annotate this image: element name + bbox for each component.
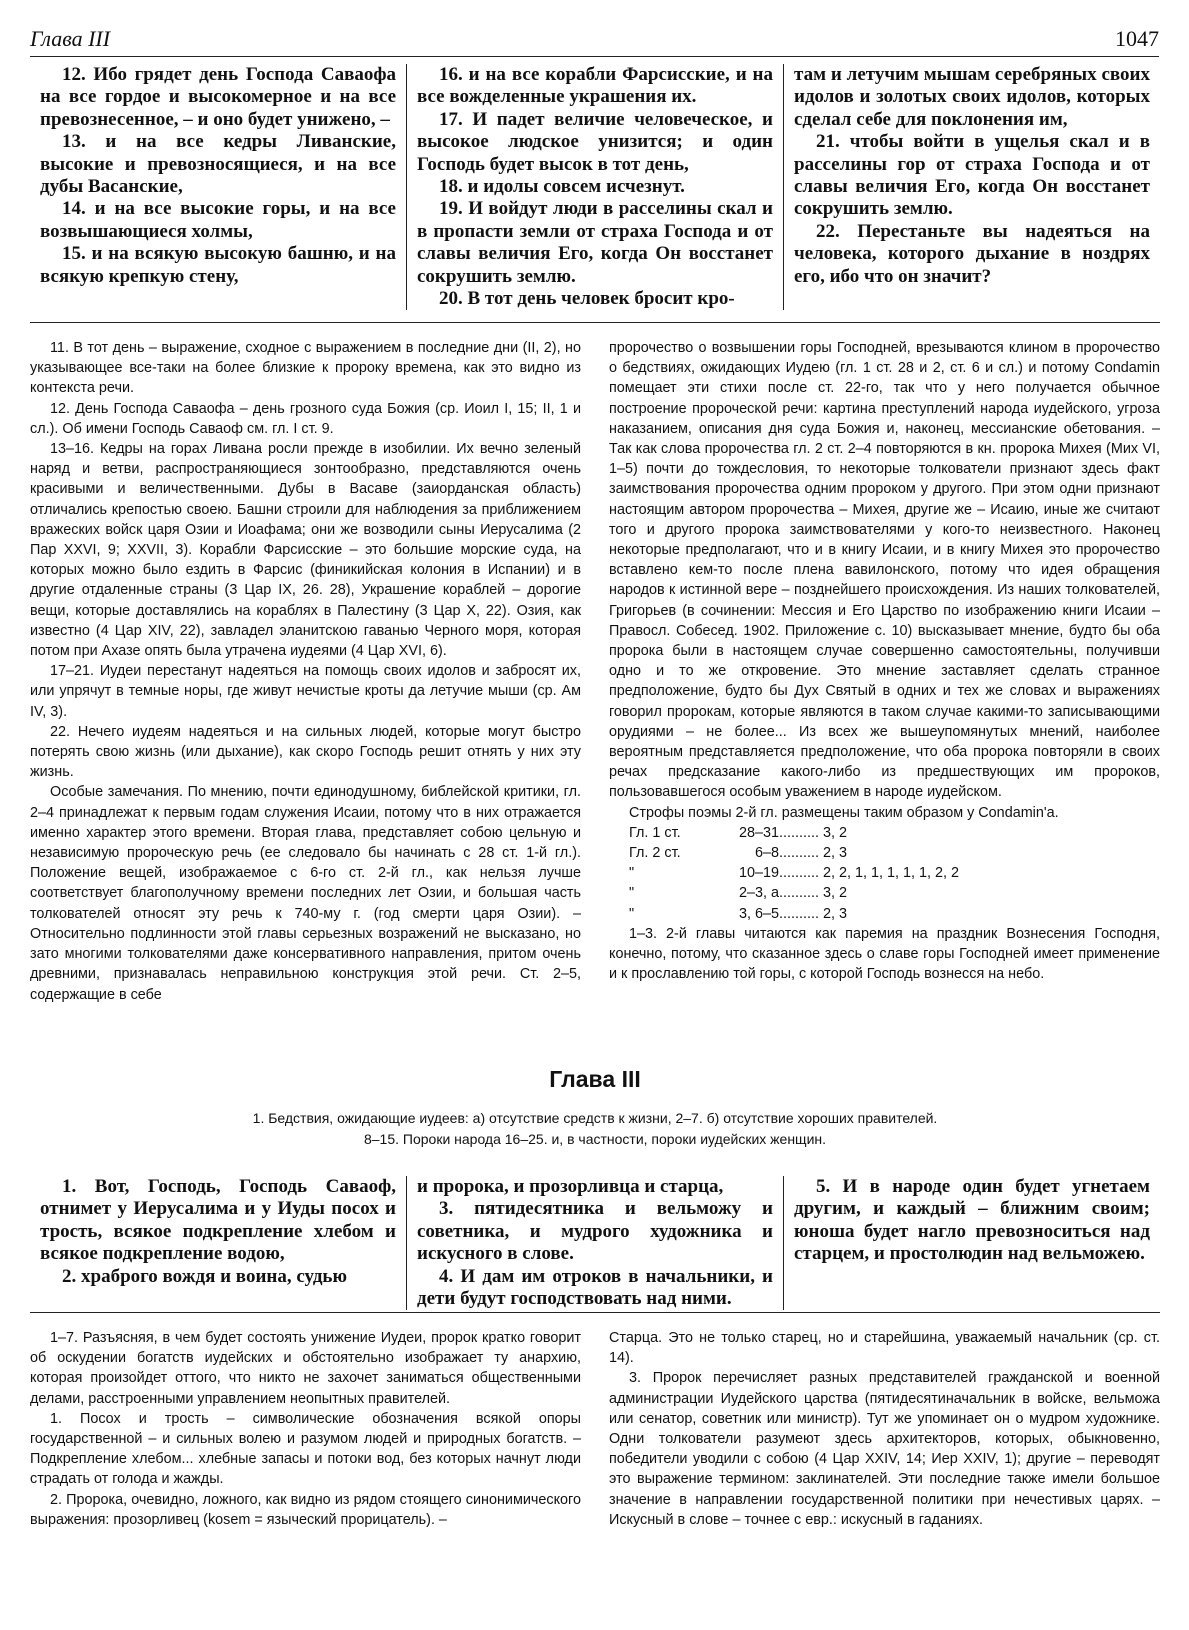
scripture-block-bottom bbox=[30, 1176, 1160, 1310]
chapter-summary bbox=[30, 1108, 1160, 1150]
commentary-bottom-left-column bbox=[30, 1328, 581, 1530]
strophe-label: " bbox=[629, 865, 635, 882]
strophe-row bbox=[609, 904, 1160, 924]
strophe-leader: .......... bbox=[779, 824, 819, 841]
commentary-block-top bbox=[30, 338, 1160, 1005]
commentary-paragraph: пророчество о возвышении горы Господней, врезываются клином в пророчество о бедствиях, ожидающих Иудею (гл. 1 ст. 28 и 2, ст. 6 и сл.) и потому Condamin помещает эти стихи после ст. 22-го, так что у него получается обычное построение пророческой речи: картина преступлений народа иудейского, угроза наказанием, описания дня суда Божия и, наконец, мессианские обетования. – Так как слова пророчества гл. 2 ст. 2–4 повторяются в кн. пророка Михея (Мих VI, 1–5) почти до тождесловия, то некоторые толкователи признают здесь факт заимствования пророчества одним пророком у другого. При этом одни признают настоящим автором пророчества – Михея, другие же – Исаию, иные же считают того и другого пророка заимствователями у кого-то неизвестного. Наконец некоторые предполагают, что и в книгу Исаии, и в книгу Михея это пророчество вставлено кем-то после плена вавилонского, потому что идея обращения народов к истинной вере – позднейшего происхождения. Из наших толкователей, Григорьев (в сочинении: Мессия и Его Царство по изображению книги Исаии – Правосл. Собесед. 1902. Приложение с. 10) высказывает мнение, будто бы оба пророка были в настоящем случае совершенно самостоятельны, получивши одно и то же откровение. Это мнение заставляет сделать странное предположение, будто бы Дух Святый в одних и тех же словах и выражениях говорил пророкам, которые являются в таком случае какими-то записывающими орудиями – не более... Из всех же вышеупомянутых мнений, наиболее вероятным представляется предположение, что оба пророка повторяли в своих речах предсказание какого-либо из предшествующих им пророков, пользовавшегося особым уважением в народе иудейском. bbox=[609, 340, 1160, 801]
strophe-refs: 3, 2 bbox=[822, 824, 847, 841]
scripture-bottom-column-3 bbox=[783, 1176, 1160, 1310]
scripture-block-top bbox=[30, 64, 1160, 310]
chapter-summary-line: 1. Бедствия, ожидающие иудеев: а) отсутствие средств к жизни, 2–7. б) отсутствие хороших правителей. bbox=[252, 1110, 938, 1126]
strophe-refs: 2, 3 bbox=[822, 905, 847, 922]
verse: 3. пятидесятника и вельможу и советника, и мудрого художника и искусного в слове. bbox=[417, 1198, 773, 1265]
commentary-paragraph: 13–16. Кедры на горах Ливана росли прежде в изобилии. Их вечно зеленый наряд и ветви, распространяющиеся зонтообразно, представляются очень красивыми и величественными. Дубы в Васаве (заиорданская область) отличались крепостью своею. Башни строили для наблюдения за приближением вражеских войск царя Озии и Иоафама; они же возводили сыны Иерусалима (2 Пар XXVI, 9; XXVII, 3). Корабли Фарсисские – это большие морские суда, на которых можно было ездить в Фарсис (финикийская колония в Испании) и в другие отдаленные страны (3 Цар IX, 26. 28), Украшение кораблей – дорогие вещи, которые доставлялись на кораблях в Палестину (3 Цар X, 22). Озия, как известно (4 Цар XIV, 22), завладел эланитскою гаванью Черного моря, которая потом при Ахазе опять была утрачена иудеями (4 Цар XVI, 6). bbox=[30, 441, 581, 660]
commentary-top-left-column bbox=[30, 338, 581, 1005]
verse: 15. и на всякую высокую башню, и на всякую крепкую стену, bbox=[40, 243, 396, 287]
commentary-top-right-column bbox=[609, 338, 1160, 1005]
scripture-bottom-column-2 bbox=[406, 1176, 783, 1310]
running-header bbox=[30, 22, 1159, 57]
section-divider bbox=[30, 1312, 1160, 1313]
commentary-paragraph: 1–7. Разъясняя, в чем будет состоять унижение Иудеи, пророк кратко говорит об оскудении богатств иудейских и обстоятельно изображает ту анархию, которая произойдет оттого, что никто не захочет заниматься общественными делами, расстроенными управлением неопытных правителей. bbox=[30, 1330, 581, 1407]
commentary-paragraph: 17–21. Иудеи перестанут надеяться на помощь своих идолов и забросят их, или упрячут в темные норы, где живут нечистые кроты да летучие мыши (ср. Ам IV, 3). bbox=[30, 663, 581, 720]
verse: 13. и на все кедры Ливанские, высокие и превозносящиеся, и на все дубы Васанские, bbox=[40, 131, 396, 198]
strophe-label: Гл. 1 ст. bbox=[629, 824, 681, 841]
chapter-summary-line: 8–15. Пороки народа 16–25. и, в частности, пороки иудейских женщин. bbox=[363, 1131, 827, 1147]
verse: 22. Перестаньте вы надеяться на человека, которого дыхание в ноздрях его, ибо что он значит? bbox=[794, 220, 1150, 287]
verse: 1. Вот, Господь, Господь Саваоф, отнимет у Иерусалима и у Иуды посох и трость, всякое подкрепление хлебом и всякое подкрепление водою, bbox=[40, 1176, 396, 1265]
verse: 4. И дам им отроков в начальники, и дети будут господствовать над ними. bbox=[417, 1265, 773, 1310]
strophe-range: 3, 6–5 bbox=[738, 905, 779, 922]
scripture-top-column-3 bbox=[783, 64, 1160, 310]
commentary-paragraph: Старца. Это не только старец, но и старейшина, уважаемый начальник (ср. ст. 14). bbox=[609, 1330, 1160, 1367]
running-header-chapter: Глава III bbox=[30, 26, 111, 51]
strophe-leader: .......... bbox=[779, 905, 819, 922]
verse: 20. В тот день человек бросит кро- bbox=[439, 288, 735, 310]
scripture-top-column-2 bbox=[406, 64, 783, 310]
strophe-range: 10–19 bbox=[738, 865, 779, 882]
strophe-label: Гл. 2 ст. bbox=[629, 845, 681, 862]
verse-continuation: и пророка, и прозорливца и старца, bbox=[417, 1176, 724, 1197]
strophe-leader: .......... bbox=[779, 865, 819, 882]
verse: 19. И войдут люди в расселины скал и в пропасти земли от страха Господа и от славы величия Его, когда Он восстанет сокрушить землю. bbox=[417, 198, 773, 287]
strophe-label: " bbox=[629, 905, 635, 922]
commentary-paragraph: 11. В тот день – выражение, сходное с выражением в последние дни (II, 2), но указывающее все-таки на более близкие к пророку времена, как это видно из контекста речи. bbox=[30, 340, 581, 397]
strophe-refs: 3, 2 bbox=[822, 885, 847, 902]
verse-continuation: там и летучим мышам серебряных своих идолов и золотых своих идолов, которых сделал себе для поклонения им, bbox=[794, 64, 1150, 130]
section-divider bbox=[30, 322, 1160, 323]
strophe-leader: .......... bbox=[779, 885, 819, 902]
strophes-intro: Строфы поэмы 2-й гл. размещены таким образом у Condamin'a. bbox=[629, 804, 1059, 821]
strophe-range: 2–3, а bbox=[738, 885, 779, 902]
verse: 16. и на все корабли Фарсисские, и на все вожделенные украшения их. bbox=[417, 64, 773, 108]
commentary-paragraph: 1. Посох и трость – символические обозначения всякой опоры государственной – и сильных волею и разумом людей и природных богатств. – Подкрепление хлебом... хлебные запасы и потоки вод, без которых начнут люди страдать от голода и жажды. bbox=[30, 1410, 581, 1488]
strophe-refs: 2, 3 bbox=[822, 845, 847, 862]
commentary-paragraph: 22. Нечего иудеям надеяться и на сильных людей, которые могут быстро потерять свою жизнь (или дыхание), как скоро Господь решит отнять у них эту жизнь. bbox=[30, 723, 581, 781]
commentary-paragraph: Особые замечания. По мнению, почти единодушному, библейской критики, гл. 2–4 принадлежат к первым годам служения Исаии, потому что в них отражается именно характер этого времени. Вторая глава, представляет собою цельную и независимую пророческую речь (ее следовало бы начинать с 28 ст. 1-й гл.). Положение вещей, изображаемое с 6-го ст. 2-й гл., как нельзя лучше соответствует благополучному времени последних лет Озии, и большая часть толкователей относят эту речь к 740-му г. (год смерти царя Озии). – Относительно подлинности этой главы серьезных возражений не высказано, но зато многими толкователями даже консервативного направления, притом очень древними, признавалась неправильною конструкция этой речи. Ст. 2–5, содержащие в себе bbox=[30, 784, 581, 1003]
strophe-row bbox=[609, 883, 1160, 903]
strophe-refs: 2, 2, 1, 1, 1, 1, 1, 2, 2 bbox=[822, 865, 959, 882]
verse: 12. Ибо грядет день Господа Саваофа на все гордое и высокомерное и на все превознесенное, – и оно будет унижено, – bbox=[40, 64, 396, 130]
verse: 2. храброго вождя и воина, судью bbox=[62, 1265, 347, 1287]
strophe-label: " bbox=[629, 885, 635, 902]
commentary-paragraph: 3. Пророк перечисляет разных представителей гражданской и военной администрации Иудейского царства (пятидесятиначальник в войске, вельможа или сенатор, советник или министр). Тут же упоминает он о мудром художнике. Одни толкователи разумеют здесь архитекторов, которых, обыкновенно, победители уводили с собою (4 Цар XXIV, 14; Иер XXIV, 1); другие – переводят это выражение термином: заклинателей. Эти последние также имели большое значение в направлении государственной политики при нечестивых царях. – Искусный в слове – точнее с евр.: искусный в гаданиях. bbox=[609, 1370, 1160, 1528]
chapter-title: Глава III bbox=[549, 1066, 641, 1092]
commentary-paragraph: 12. День Господа Саваофа – день грозного суда Божия (ср. Иоил I, 15; II, 1 и сл.). Об имени Господь Саваоф см. гл. I ст. 9. bbox=[30, 400, 581, 437]
scripture-top-column-1 bbox=[30, 64, 406, 310]
strophe-leader: .......... bbox=[779, 845, 819, 862]
page-number: 1047 bbox=[1115, 26, 1159, 51]
commentary-paragraph: 1–3. 2-й главы читаются как паремия на праздник Вознесения Господня, конечно, потому, что сказанное здесь о славе горы Господней имеет применение и к прославлению той горы, с которой Господь вознесся на небо. bbox=[609, 925, 1160, 983]
strophe-range: 6–8 bbox=[754, 845, 779, 862]
commentary-bottom-right-column bbox=[609, 1328, 1160, 1530]
verse: 17. И падет величие человеческое, и высокое людское унизится; и один Господь будет высок в тот день, bbox=[417, 108, 773, 175]
verse: 18. и идолы совсем исчезнут. bbox=[439, 176, 685, 198]
strophe-row bbox=[609, 843, 1160, 863]
strophe-row bbox=[609, 863, 1160, 883]
commentary-block-bottom bbox=[30, 1328, 1160, 1530]
strophe-range: 28–31 bbox=[738, 824, 779, 841]
commentary-paragraph: 2. Пророка, очевидно, ложного, как видно из рядом стоящего синонимического выражения: прозорливец (kosem = языческий прорицатель). – bbox=[30, 1491, 581, 1528]
verse: 14. и на все высокие горы, и на все возвышающиеся холмы, bbox=[40, 198, 396, 242]
verse: 5. И в народе один будет угнетаем другим, и каждый – ближним своим; юноша будет нагло превозноситься над старцем, и простолюдин над вельможею. bbox=[794, 1176, 1150, 1265]
strophe-row bbox=[609, 823, 1160, 843]
strophes-table bbox=[609, 823, 1160, 924]
scripture-bottom-column-1 bbox=[30, 1176, 406, 1310]
verse: 21. чтобы войти в ущелья скал и в расселины гор от страха Господа и от славы величия Его, когда Он восстанет сокрушить землю. bbox=[794, 131, 1150, 220]
